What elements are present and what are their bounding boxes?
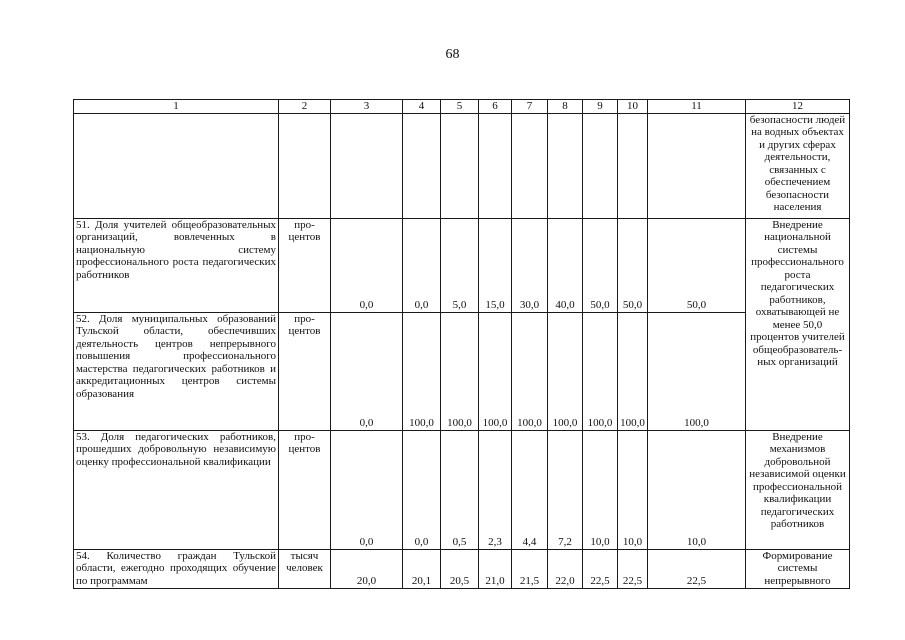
empty-cell — [441, 113, 479, 218]
header-cell: 7 — [512, 100, 548, 114]
value-cell: 7,2 — [548, 430, 583, 549]
unit-cell: про-центов — [279, 312, 331, 430]
empty-cell — [512, 113, 548, 218]
empty-cell — [648, 113, 746, 218]
header-row — [74, 100, 850, 114]
unit-cell: про-центов — [279, 218, 331, 312]
value-cell: 21,0 — [479, 549, 512, 588]
continuation-row — [74, 113, 850, 218]
value-cell: 4,4 — [512, 430, 548, 549]
note-cell: безопасности людей на водных объектах и других сферах деятельности, связанных с обеспечением безопасности населения — [746, 113, 850, 218]
header-cell: 4 — [403, 100, 441, 114]
header-cell: 2 — [279, 100, 331, 114]
note-cell: Внедрение механизмов добровольной независимой оценки профессиональной квалификации педагогических работников — [746, 430, 850, 549]
value-cell: 50,0 — [583, 218, 618, 312]
unit-cell: тысяч человек — [279, 549, 331, 588]
value-cell: 50,0 — [648, 218, 746, 312]
value-cell: 30,0 — [512, 218, 548, 312]
value-cell: 0,5 — [441, 430, 479, 549]
value-cell: 40,0 — [548, 218, 583, 312]
empty-cell — [331, 113, 403, 218]
value-cell: 10,0 — [648, 430, 746, 549]
value-cell: 100,0 — [512, 312, 548, 430]
value-cell: 100,0 — [548, 312, 583, 430]
value-cell: 10,0 — [583, 430, 618, 549]
value-cell: 0,0 — [403, 430, 441, 549]
header-cell: 12 — [746, 100, 850, 114]
value-cell: 100,0 — [583, 312, 618, 430]
value-cell: 2,3 — [479, 430, 512, 549]
value-cell: 22,5 — [648, 549, 746, 588]
value-cell: 100,0 — [618, 312, 648, 430]
value-cell: 20,5 — [441, 549, 479, 588]
value-cell: 100,0 — [479, 312, 512, 430]
table-row — [74, 430, 850, 549]
table-row — [74, 218, 850, 312]
empty-cell — [403, 113, 441, 218]
header-cell: 9 — [583, 100, 618, 114]
indicators-table — [73, 99, 850, 589]
empty-cell — [74, 113, 279, 218]
value-cell: 0,0 — [403, 218, 441, 312]
header-cell: 10 — [618, 100, 648, 114]
indicator-name: 51. Доля учителей общеобразовательных организаций, вовлеченных в национальную систему профессионального роста педагогических работников — [74, 218, 279, 312]
value-cell: 0,0 — [331, 218, 403, 312]
empty-cell — [548, 113, 583, 218]
value-cell: 100,0 — [648, 312, 746, 430]
header-cell: 8 — [548, 100, 583, 114]
header-cell: 6 — [479, 100, 512, 114]
empty-cell — [583, 113, 618, 218]
empty-cell — [279, 113, 331, 218]
table-row — [74, 549, 850, 588]
value-cell: 22,5 — [583, 549, 618, 588]
header-cell: 11 — [648, 100, 746, 114]
header-cell: 5 — [441, 100, 479, 114]
empty-cell — [618, 113, 648, 218]
value-cell: 15,0 — [479, 218, 512, 312]
note-cell: Формирование системы непрерывного — [746, 549, 850, 588]
value-cell: 5,0 — [441, 218, 479, 312]
value-cell: 20,0 — [331, 549, 403, 588]
value-cell: 22,0 — [548, 549, 583, 588]
note-cell: Внедрение национальной системы профессионального роста педагогических работников, охватывающей не менее 50,0 процентов учителей общеобразователь-ных организаций — [746, 218, 850, 430]
value-cell: 10,0 — [618, 430, 648, 549]
empty-cell — [479, 113, 512, 218]
value-cell: 100,0 — [441, 312, 479, 430]
indicator-name: 52. Доля муниципальных образований Тульской области, обеспечивших деятельность центров непрерывного повышения профессионального мастерства педагогических работников и аккредитационных центров системы образования — [74, 312, 279, 430]
indicator-name: 54. Количество граждан Тульской области, ежегодно проходящих обучение по программам — [74, 549, 279, 588]
value-cell: 0,0 — [331, 430, 403, 549]
value-cell: 100,0 — [403, 312, 441, 430]
value-cell: 21,5 — [512, 549, 548, 588]
value-cell: 22,5 — [618, 549, 648, 588]
header-cell: 3 — [331, 100, 403, 114]
page-number: 68 — [445, 47, 460, 62]
table-row — [74, 312, 850, 430]
value-cell: 50,0 — [618, 218, 648, 312]
header-cell: 1 — [74, 100, 279, 114]
value-cell: 0,0 — [331, 312, 403, 430]
value-cell: 20,1 — [403, 549, 441, 588]
indicator-name: 53. Доля педагогических работников, прошедших добровольную независимую оценку профессиональной квалификации — [74, 430, 279, 549]
unit-cell: про-центов — [279, 430, 331, 549]
